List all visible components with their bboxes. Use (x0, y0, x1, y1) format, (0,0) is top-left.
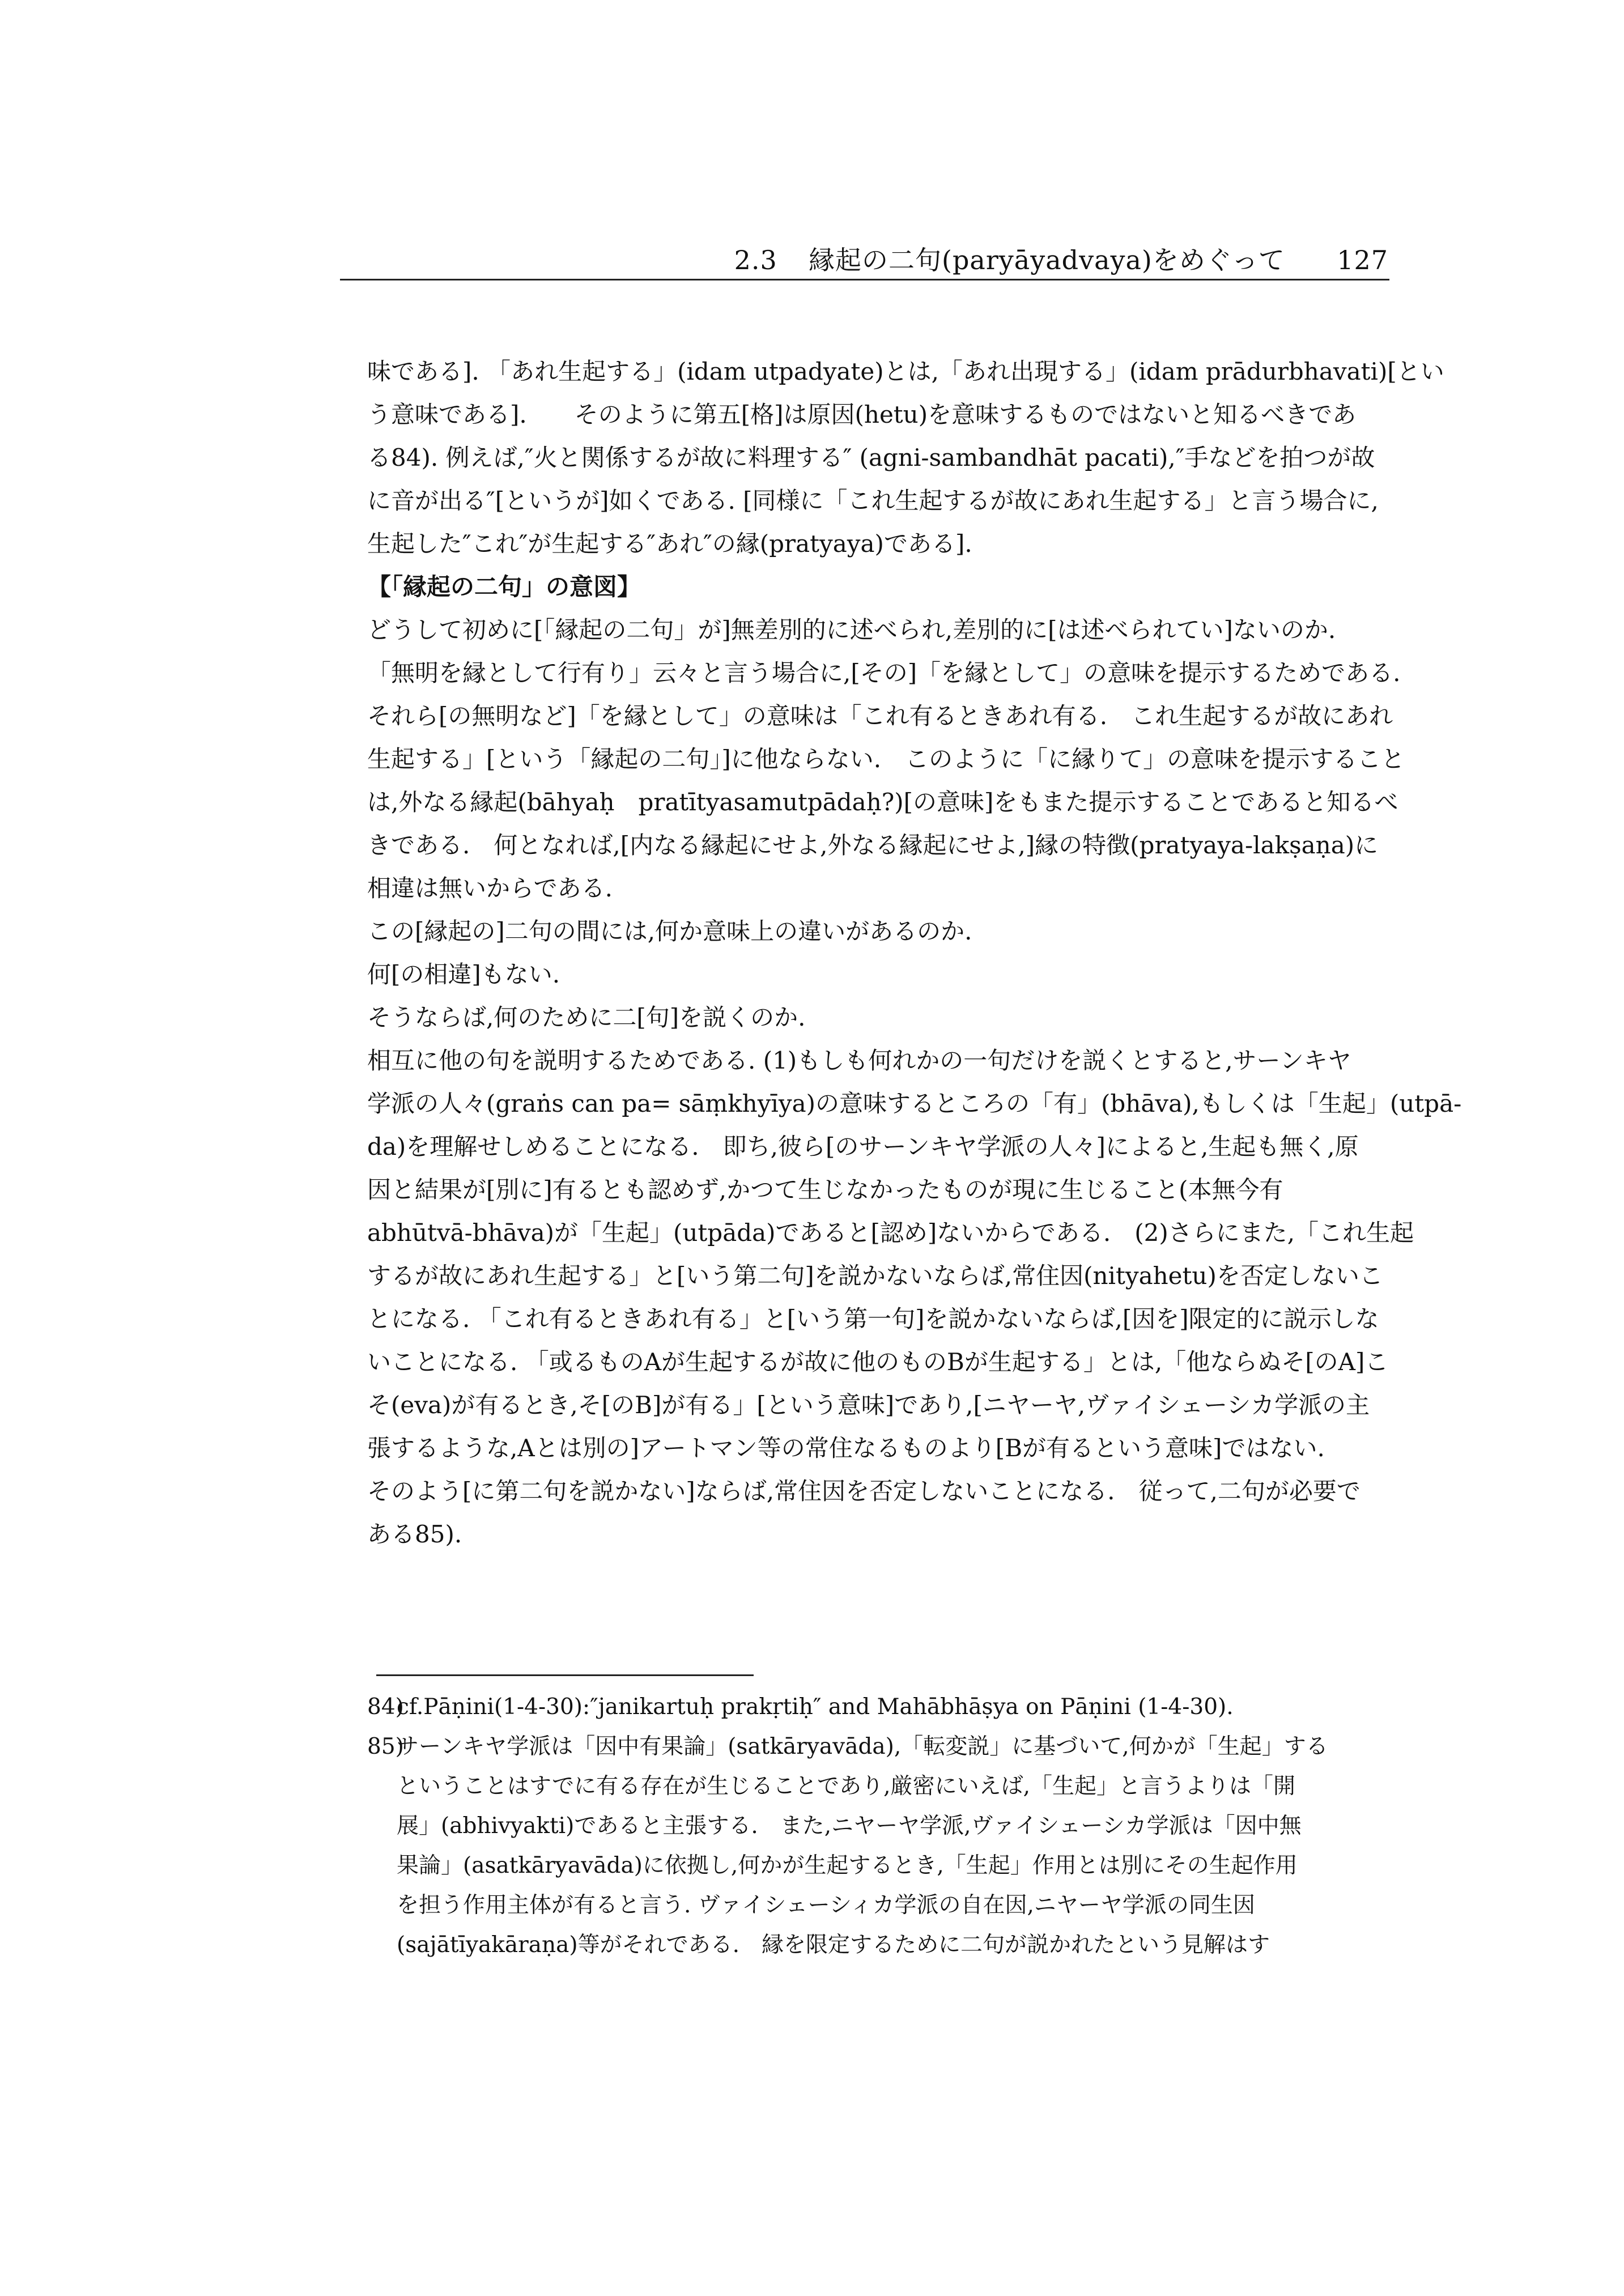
text-line: どうして初めに[「縁起の二句」が]無差別的に述べられ,差別的に[は述べられてい]ないのか. (367, 616, 1336, 644)
footnote-line (367, 1925, 1364, 1965)
footnote-line (367, 1806, 1364, 1846)
text-line: 生起する」[という「縁起の二句」]に他ならない. このように「に縁りて」の意味を提示すること (367, 745, 1405, 773)
footnote-rule (376, 1674, 754, 1676)
text-line: そうならば,何のために二[句]を説くのか. (367, 1004, 806, 1031)
footnote-text: 展」(abhivyakti)であると主張する. また,ニヤーヤ学派,ヴァイシェーシカ学派は「因中無 (397, 1813, 1302, 1839)
footnote-line (367, 1767, 1364, 1806)
footnote-line (367, 1886, 1364, 1925)
text-line: は,外なる縁起(bāhyaḥ pratītyasamutpādaḥ?)[の意味]をもまた提示することであると知るべ (367, 788, 1398, 816)
running-title: 縁起の二句(paryāyadvaya)をめぐって (809, 245, 1285, 275)
footnote-number: 84) (367, 1694, 404, 1720)
text-line: ある85). (367, 1520, 462, 1548)
footnote-text: を担う作用主体が有ると言う. ヴァイシェーシィカ学派の自在因,ニヤーヤ学派の同生因 (397, 1893, 1255, 1918)
text-line: 生起した″これ″が生起する″あれ″の縁(pratyaya)である]. (367, 530, 972, 558)
text-line: この[縁起の]二句の間には,何か意味上の違いがあるのか. (367, 917, 972, 945)
text-line: に音が出る″[というが]如くである. [同様に「これ生起するが故にあれ生起する」と言う場合に, (367, 487, 1379, 515)
text-line: 張するような,Aとは別の]アートマン等の常住なるものより[Bが有るという意味]ではない. (367, 1434, 1325, 1462)
footnote-text: 果論」(asatkāryavāda)に依拠し,何かが生起するとき,「生起」作用とは別にその生起作用 (397, 1853, 1298, 1878)
text-line: そ(eva)が有るとき,そ[のB]が有る」[という意味]であり,[ニヤーヤ,ヴァイシェーシカ学派の主 (367, 1391, 1370, 1419)
text-line: abhūtvā-bhāva)が「生起」(utpāda)であると[認め]ないからである. (2)さらにまた,「これ生起 (367, 1219, 1414, 1247)
text-line: 因と結果が[別に]有るとも認めず,かつて生じなかったものが現に生じること(本無今有 (367, 1176, 1283, 1204)
text-line: る84). 例えば,″火と関係するが故に料理する″ (agni-sambandhāt pacati),″手などを拍つが故 (367, 444, 1375, 471)
footnote-number: 85) (367, 1734, 404, 1759)
footnote-text: ということはすでに有る存在が生じることであり,厳密にいえば,「生起」と言うよりは「開 (397, 1774, 1295, 1799)
page-number: 127 (1337, 245, 1388, 275)
text-line: きである. 何となれば,[内なる縁起にせよ,外なる縁起にせよ,]縁の特徴(pratyaya-lakṣaṇa)に (367, 831, 1379, 859)
text-line: 学派の人々(graṅs can pa= sāṃkhyīya)の意味するところの「有」(bhāva),もしくは「生起」(utpā- (367, 1090, 1462, 1117)
footnote-text: cf.Pāṇini(1-4-30):″janikartuḥ prakṛtiḥ″ and Mahābhāṣya on Pāṇini (1-4-30). (397, 1694, 1234, 1720)
text-line: そのよう[に第二句を説かない]ならば,常住因を否定しないことになる. 従って,二句が必要で (367, 1477, 1361, 1505)
text-line: 「無明を縁として行有り」云々と言う場合に,[その]「を縁として」の意味を提示するためである. (367, 659, 1401, 687)
text-line: da)を理解せしめることになる. 即ち,彼ら[のサーンキヤ学派の人々]によると,生起も無く,原 (367, 1133, 1359, 1160)
text-line: 何[の相違]もない. (367, 960, 560, 988)
footnotes (367, 1687, 1364, 1965)
text-line: するが故にあれ生起する」と[いう第二句]を説かないならば,常住因(nityahetu)を否定しないこ (367, 1262, 1383, 1290)
text-line: 相互に他の句を説明するためである. (1)もしも何れかの一句だけを説くとすると,サーンキヤ (367, 1047, 1351, 1074)
text-line: 相違は無いからである. (367, 874, 613, 902)
footnote-line (367, 1727, 1364, 1767)
footnote-line (367, 1687, 1364, 1727)
text-line: いことになる. 「或るものAが生起するが故に他のものBが生起する」とは,「他ならぬそ[のA]こ (367, 1348, 1389, 1376)
text-line: う意味である]. そのように第五[格]は原因(hetu)を意味するものではないと知るべきであ (367, 401, 1357, 428)
running-header (340, 243, 1388, 278)
footnote-line (367, 1846, 1364, 1886)
text-line: とになる. 「これ有るときあれ有る」と[いう第一句]を説かないならば,[因を]限定的に説示しな (367, 1305, 1379, 1333)
text-line: 味である]. 「あれ生起する」(idam utpadyate)とは,「あれ出現する」(idam prādurbhavati)[とい (367, 358, 1444, 385)
header-rule (340, 279, 1389, 280)
text-line: それら[の無明など]「を縁として」の意味は「これ有るときあれ有る. これ生起するが故にあれ (367, 702, 1393, 730)
section-heading: 【「縁起の二句」の意図】 (367, 573, 641, 601)
footnote-text: サーンキヤ学派は「因中有果論」(satkāryavāda),「転変説」に基づいて,何かが「生起」する (397, 1734, 1328, 1759)
main-text (367, 350, 1462, 1556)
section-number: 2.3 (734, 245, 777, 275)
footnote-text: (sajātīyakāraṇa)等がそれである. 縁を限定するために二句が説かれたという見解はす (397, 1932, 1270, 1958)
